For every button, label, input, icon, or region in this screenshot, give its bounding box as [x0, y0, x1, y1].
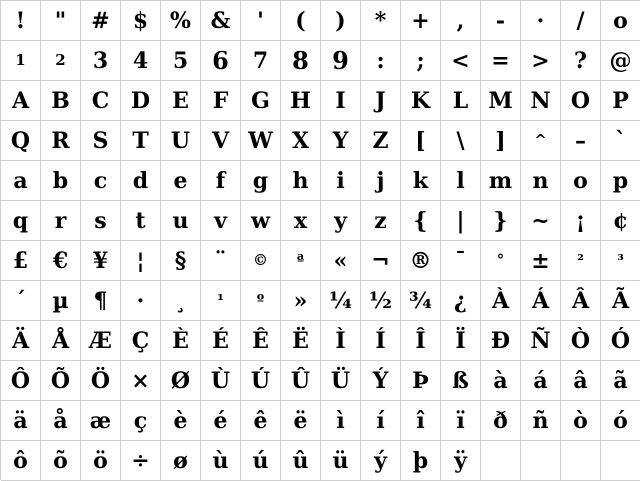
- glyph-cell[interactable]: ¯: [441, 241, 481, 281]
- glyph-cell[interactable]: ]: [481, 121, 521, 161]
- glyph-cell[interactable]: è: [161, 401, 201, 441]
- glyph-cell[interactable]: {: [401, 201, 441, 241]
- glyph-cell[interactable]: Ê: [241, 321, 281, 361]
- glyph-cell-empty: [481, 441, 521, 481]
- glyph-cell[interactable]: ê: [241, 401, 281, 441]
- glyph-cell[interactable]: ': [241, 1, 281, 41]
- glyph-cell[interactable]: Ë: [281, 321, 321, 361]
- glyph-cell[interactable]: k: [401, 161, 441, 201]
- glyph-cell[interactable]: ß: [441, 361, 481, 401]
- glyph-cell[interactable]: ý: [361, 441, 401, 481]
- glyph-cell[interactable]: 9: [321, 41, 361, 81]
- glyph-cell[interactable]: î: [401, 401, 441, 441]
- glyph-cell[interactable]: b: [41, 161, 81, 201]
- glyph-cell[interactable]: Æ: [81, 321, 121, 361]
- glyph-cell[interactable]: –: [561, 121, 601, 161]
- glyph-cell[interactable]: ¶: [81, 281, 121, 321]
- glyph-cell[interactable]: X: [281, 121, 321, 161]
- glyph-cell[interactable]: þ: [401, 441, 441, 481]
- glyph-cell[interactable]: ¿: [441, 281, 481, 321]
- glyph-cell[interactable]: e: [161, 161, 201, 201]
- glyph-cell[interactable]: ã: [601, 361, 640, 401]
- glyph-cell[interactable]: Ò: [561, 321, 601, 361]
- glyph-cell[interactable]: Ô: [1, 361, 41, 401]
- glyph-cell[interactable]: ¡: [561, 201, 601, 241]
- glyph-cell[interactable]: P: [601, 81, 640, 121]
- glyph-cell[interactable]: U: [161, 121, 201, 161]
- glyph-cell[interactable]: a: [1, 161, 41, 201]
- glyph-cell[interactable]: Ã: [601, 281, 640, 321]
- glyph-cell[interactable]: n: [521, 161, 561, 201]
- glyph-cell[interactable]: ü: [321, 441, 361, 481]
- glyph-cell[interactable]: g: [241, 161, 281, 201]
- glyph-cell-empty: [561, 441, 601, 481]
- glyph-cell[interactable]: ¸: [161, 281, 201, 321]
- glyph-cell[interactable]: µ: [41, 281, 81, 321]
- glyph-cell[interactable]: ª: [281, 241, 321, 281]
- glyph-cell[interactable]: Q: [1, 121, 41, 161]
- glyph-cell[interactable]: Á: [521, 281, 561, 321]
- glyph-cell[interactable]: ;: [401, 41, 441, 81]
- glyph-cell[interactable]: W: [241, 121, 281, 161]
- glyph-cell[interactable]: ¾: [401, 281, 441, 321]
- glyph-cell[interactable]: Â: [561, 281, 601, 321]
- glyph-cell[interactable]: ¦: [121, 241, 161, 281]
- glyph-cell[interactable]: ©: [241, 241, 281, 281]
- glyph-cell[interactable]: i: [321, 161, 361, 201]
- glyph-cell[interactable]: Ì: [321, 321, 361, 361]
- glyph-cell[interactable]: ½: [361, 281, 401, 321]
- glyph-cell[interactable]: B: [41, 81, 81, 121]
- glyph-cell[interactable]: ò: [561, 401, 601, 441]
- glyph-cell[interactable]: T: [121, 121, 161, 161]
- glyph-cell[interactable]: ÿ: [441, 441, 481, 481]
- glyph-cell[interactable]: M: [481, 81, 521, 121]
- glyph-cell[interactable]: æ: [81, 401, 121, 441]
- glyph-cell[interactable]: u: [161, 201, 201, 241]
- glyph-cell[interactable]: ): [321, 1, 361, 41]
- glyph-cell[interactable]: F: [201, 81, 241, 121]
- glyph-cell[interactable]: o: [601, 1, 640, 41]
- glyph-cell[interactable]: o: [561, 161, 601, 201]
- glyph-cell[interactable]: [: [401, 121, 441, 161]
- glyph-cell[interactable]: <: [441, 41, 481, 81]
- glyph-cell[interactable]: ÷: [121, 441, 161, 481]
- glyph-cell[interactable]: Ð: [481, 321, 521, 361]
- glyph-cell[interactable]: Í: [361, 321, 401, 361]
- glyph-cell[interactable]: á: [521, 361, 561, 401]
- glyph-cell[interactable]: R: [41, 121, 81, 161]
- glyph-cell[interactable]: ~: [521, 201, 561, 241]
- glyph-cell[interactable]: €: [41, 241, 81, 281]
- glyph-cell[interactable]: 8: [281, 41, 321, 81]
- glyph-cell[interactable]: 4: [121, 41, 161, 81]
- glyph-cell[interactable]: l: [441, 161, 481, 201]
- glyph-cell[interactable]: f: [201, 161, 241, 201]
- glyph-cell[interactable]: ¢: [601, 201, 640, 241]
- glyph-cell[interactable]: +: [401, 1, 441, 41]
- glyph-cell[interactable]: ¹: [201, 281, 241, 321]
- glyph-cell[interactable]: ø: [161, 441, 201, 481]
- glyph-cell[interactable]: í: [361, 401, 401, 441]
- glyph-cell[interactable]: E: [161, 81, 201, 121]
- glyph-cell[interactable]: t: [121, 201, 161, 241]
- glyph-cell[interactable]: ë: [281, 401, 321, 441]
- glyph-cell-empty: [521, 441, 561, 481]
- glyph-cell[interactable]: 3: [81, 41, 121, 81]
- glyph-cell[interactable]: |: [441, 201, 481, 241]
- glyph-cell[interactable]: Z: [361, 121, 401, 161]
- glyph-cell[interactable]: ^: [521, 121, 561, 161]
- glyph-cell[interactable]: :: [361, 41, 401, 81]
- glyph-cell[interactable]: w: [241, 201, 281, 241]
- glyph-cell[interactable]: Y: [321, 121, 361, 161]
- glyph-cell[interactable]: ä: [1, 401, 41, 441]
- glyph-cell[interactable]: h: [281, 161, 321, 201]
- glyph-cell[interactable]: p: [601, 161, 640, 201]
- glyph-cell[interactable]: #: [81, 1, 121, 41]
- glyph-cell[interactable]: }: [481, 201, 521, 241]
- glyph-cell[interactable]: D: [121, 81, 161, 121]
- glyph-cell[interactable]: §: [161, 241, 201, 281]
- glyph-cell[interactable]: j: [361, 161, 401, 201]
- glyph-cell[interactable]: ó: [601, 401, 640, 441]
- glyph-cell[interactable]: V: [201, 121, 241, 161]
- glyph-cell[interactable]: å: [41, 401, 81, 441]
- glyph-cell[interactable]: v: [201, 201, 241, 241]
- glyph-cell[interactable]: Ú: [241, 361, 281, 401]
- glyph-cell[interactable]: Û: [281, 361, 321, 401]
- glyph-cell[interactable]: â: [561, 361, 601, 401]
- glyph-cell[interactable]: Ç: [121, 321, 161, 361]
- glyph-cell[interactable]: H: [281, 81, 321, 121]
- glyph-cell[interactable]: I: [321, 81, 361, 121]
- glyph-cell[interactable]: £: [1, 241, 41, 281]
- glyph-cell[interactable]: Ö: [81, 361, 121, 401]
- glyph-cell[interactable]: m: [481, 161, 521, 201]
- glyph-cell[interactable]: °: [481, 241, 521, 281]
- glyph-cell[interactable]: Ø: [161, 361, 201, 401]
- glyph-cell[interactable]: !: [1, 1, 41, 41]
- glyph-cell[interactable]: º: [241, 281, 281, 321]
- glyph-cell[interactable]: (: [281, 1, 321, 41]
- glyph-cell[interactable]: ì: [321, 401, 361, 441]
- glyph-cell[interactable]: c: [81, 161, 121, 201]
- glyph-cell[interactable]: \: [441, 121, 481, 161]
- glyph-cell[interactable]: ·: [521, 1, 561, 41]
- glyph-cell[interactable]: z: [361, 201, 401, 241]
- glyph-cell[interactable]: Î: [401, 321, 441, 361]
- glyph-cell[interactable]: Ó: [601, 321, 640, 361]
- glyph-cell[interactable]: /: [561, 1, 601, 41]
- glyph-cell[interactable]: -: [481, 1, 521, 41]
- glyph-cell[interactable]: S: [81, 121, 121, 161]
- glyph-cell[interactable]: ¨: [201, 241, 241, 281]
- glyph-cell[interactable]: Å: [41, 321, 81, 361]
- glyph-cell[interactable]: ð: [481, 401, 521, 441]
- glyph-cell[interactable]: Ï: [441, 321, 481, 361]
- glyph-cell[interactable]: õ: [41, 441, 81, 481]
- glyph-cell[interactable]: ç: [121, 401, 161, 441]
- glyph-cell[interactable]: ´: [1, 281, 41, 321]
- glyph-cell[interactable]: O: [561, 81, 601, 121]
- glyph-cell[interactable]: $: [121, 1, 161, 41]
- glyph-cell[interactable]: ,: [441, 1, 481, 41]
- glyph-cell[interactable]: é: [201, 401, 241, 441]
- glyph-cell[interactable]: @: [601, 41, 640, 81]
- glyph-cell[interactable]: ô: [1, 441, 41, 481]
- glyph-cell[interactable]: Õ: [41, 361, 81, 401]
- glyph-cell[interactable]: ù: [201, 441, 241, 481]
- glyph-cell[interactable]: %: [161, 1, 201, 41]
- glyph-cell[interactable]: ±: [521, 241, 561, 281]
- glyph-cell[interactable]: ¥: [81, 241, 121, 281]
- glyph-cell[interactable]: »: [281, 281, 321, 321]
- glyph-cell[interactable]: q: [1, 201, 41, 241]
- glyph-cell[interactable]: É: [201, 321, 241, 361]
- glyph-cell[interactable]: ¬: [361, 241, 401, 281]
- glyph-cell-empty: [601, 441, 640, 481]
- glyph-cell[interactable]: ×: [121, 361, 161, 401]
- glyph-cell[interactable]: x: [281, 201, 321, 241]
- glyph-cell[interactable]: È: [161, 321, 201, 361]
- glyph-cell[interactable]: s: [81, 201, 121, 241]
- glyph-cell[interactable]: 5: [161, 41, 201, 81]
- glyph-cell[interactable]: «: [321, 241, 361, 281]
- glyph-cell[interactable]: ³: [601, 241, 640, 281]
- glyph-cell[interactable]: G: [241, 81, 281, 121]
- glyph-cell[interactable]: A: [1, 81, 41, 121]
- glyph-cell[interactable]: 7: [241, 41, 281, 81]
- glyph-cell[interactable]: r: [41, 201, 81, 241]
- glyph-cell[interactable]: Ù: [201, 361, 241, 401]
- glyph-cell[interactable]: ñ: [521, 401, 561, 441]
- glyph-cell[interactable]: 1: [1, 41, 41, 81]
- glyph-cell[interactable]: à: [481, 361, 521, 401]
- glyph-cell[interactable]: û: [281, 441, 321, 481]
- glyph-cell[interactable]: =: [481, 41, 521, 81]
- glyph-cell[interactable]: 2: [41, 41, 81, 81]
- glyph-cell[interactable]: C: [81, 81, 121, 121]
- glyph-cell[interactable]: ": [41, 1, 81, 41]
- glyph-cell[interactable]: À: [481, 281, 521, 321]
- glyph-cell[interactable]: Þ: [401, 361, 441, 401]
- glyph-cell[interactable]: ï: [441, 401, 481, 441]
- glyph-cell[interactable]: 6: [201, 41, 241, 81]
- glyph-cell[interactable]: ú: [241, 441, 281, 481]
- glyph-cell[interactable]: Ñ: [521, 321, 561, 361]
- glyph-cell[interactable]: ¼: [321, 281, 361, 321]
- glyph-cell[interactable]: K: [401, 81, 441, 121]
- glyph-cell[interactable]: Ä: [1, 321, 41, 361]
- glyph-cell[interactable]: y: [321, 201, 361, 241]
- glyph-cell[interactable]: ?: [561, 41, 601, 81]
- glyph-cell[interactable]: &: [201, 1, 241, 41]
- glyph-cell[interactable]: `: [601, 121, 640, 161]
- glyph-cell[interactable]: ö: [81, 441, 121, 481]
- glyph-cell[interactable]: Ý: [361, 361, 401, 401]
- glyph-cell[interactable]: N: [521, 81, 561, 121]
- glyph-cell[interactable]: *: [361, 1, 401, 41]
- glyph-cell[interactable]: d: [121, 161, 161, 201]
- glyph-cell[interactable]: Ü: [321, 361, 361, 401]
- glyph-cell[interactable]: J: [361, 81, 401, 121]
- glyph-cell[interactable]: >: [521, 41, 561, 81]
- glyph-cell[interactable]: ·: [121, 281, 161, 321]
- glyph-cell[interactable]: ®: [401, 241, 441, 281]
- glyph-cell[interactable]: ²: [561, 241, 601, 281]
- glyph-cell[interactable]: L: [441, 81, 481, 121]
